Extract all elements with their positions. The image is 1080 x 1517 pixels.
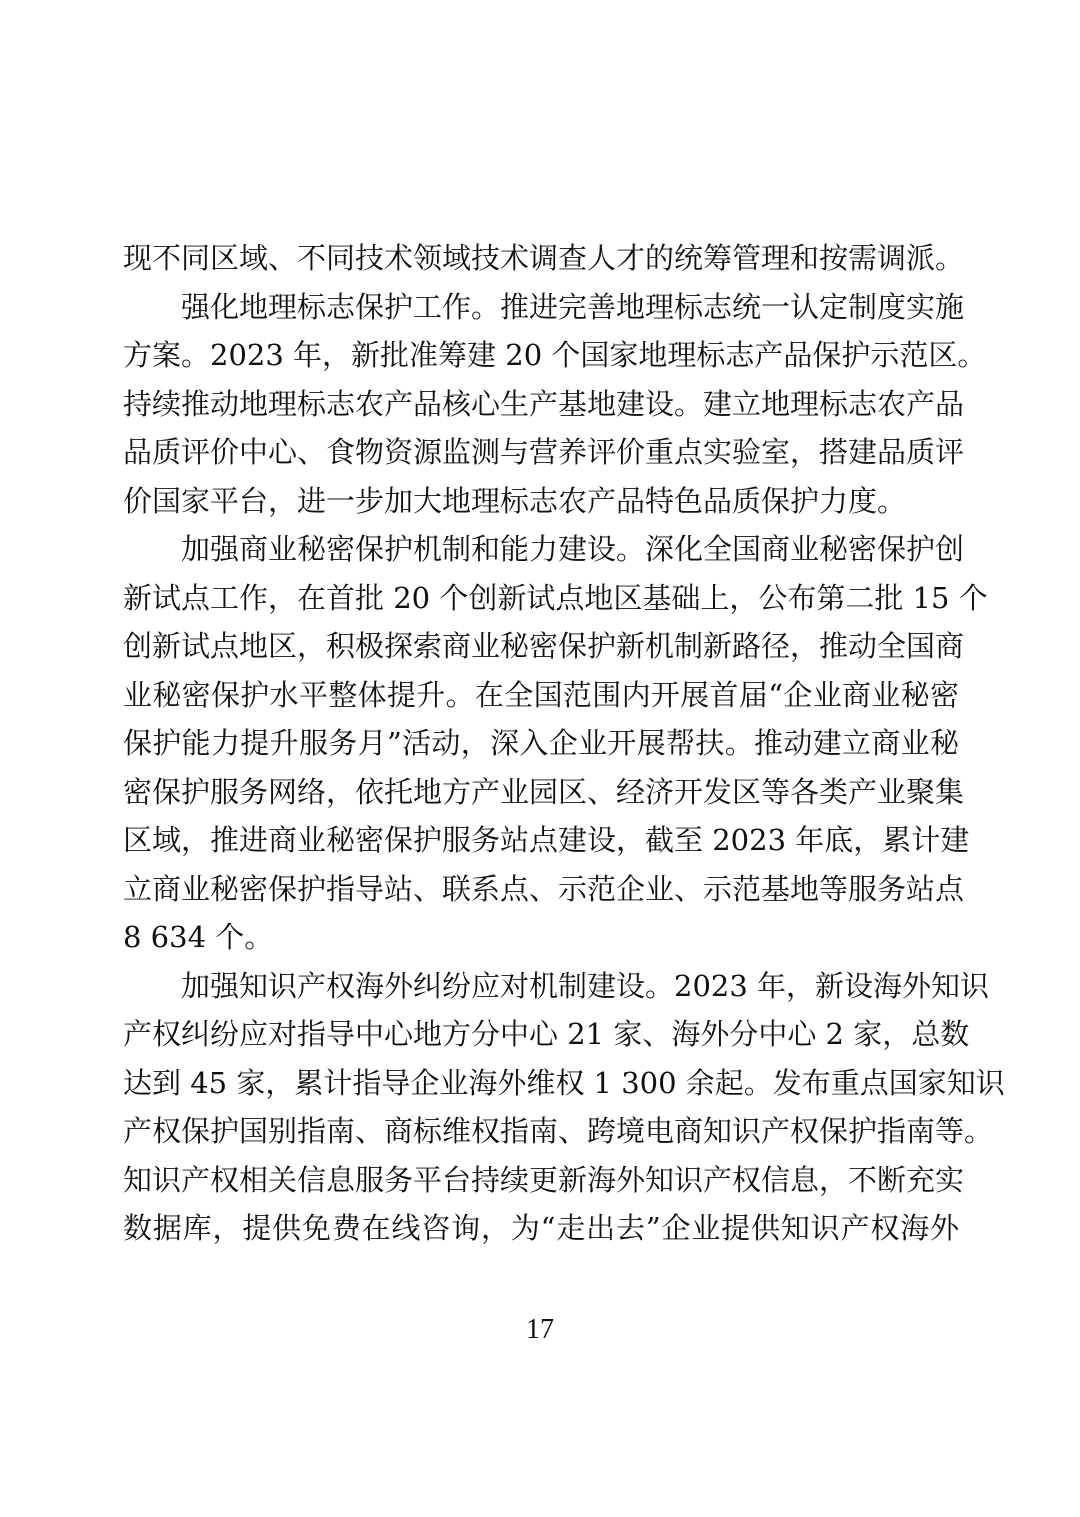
paragraph [123, 283, 987, 526]
text-line: 强化地理标志保护工作。推进完善地理标志统一认定制度实施 [181, 289, 965, 324]
text-line: 保护能力提升服务月”活动，深入企业开展帮扶。推动建立商业秘 [123, 726, 959, 760]
text-line: 新试点工作，在首批 20 个创新试点地区基础上，公布第二批 15 个 [123, 580, 988, 615]
body-text [123, 234, 1005, 1253]
paragraph [123, 962, 1005, 1253]
text-line: 业秘密保护水平整体提升。在全国范围内开展首届“企业商业秘密 [123, 677, 959, 712]
text-line: 数据库，提供免费在线咨询，为“走出去”企业提供知识产权海外 [123, 1211, 959, 1245]
text-line: 知识产权相关信息服务平台持续更新海外知识产权信息，不断充实 [123, 1162, 965, 1197]
text-line: 区域，推进商业秘密保护服务站点建设，截至 2023 年底，累计建 [123, 823, 970, 857]
text-line: 持续推动地理标志农产品核心生产基地建设。建立地理标志农产品 [123, 386, 965, 421]
text-line: 产权纠纷应对指导中心地方分中心 21 家、海外分中心 2 家，总数 [123, 1017, 970, 1051]
text-line: 密保护服务网络，依托地方产业园区、经济开发区等各类产业聚集 [123, 774, 965, 809]
text-line: 加强商业秘密保护机制和能力建设。深化全国商业秘密保护创 [181, 532, 965, 566]
text-line: 方案。2023 年，新批准筹建 20 个国家地理标志产品保护示范区。 [123, 338, 987, 372]
text-line: 达到 45 家，累计指导企业海外维权 1 300 余起。发布重点国家知识 [123, 1065, 1005, 1100]
text-line: 现不同区域、不同技术领域技术调查人才的统筹管理和按需调派。 [123, 241, 965, 275]
text-line: 创新试点地区，积极探索商业秘密保护新机制新路径，推动全国商 [123, 629, 965, 663]
text-line: 8 634 个。 [123, 920, 274, 954]
text-line: 价国家平台，进一步加大地理标志农产品特色品质保护力度。 [123, 483, 907, 518]
paragraph [123, 525, 988, 962]
text-line: 产权保护国别指南、商标维权指南、跨境电商知识产权保护指南等。 [123, 1114, 994, 1148]
text-line: 品质评价中心、食物资源监测与营养评价重点实验室，搭建品质评 [123, 435, 965, 469]
text-line: 加强知识产权海外纠纷应对机制建设。2023 年，新设海外知识 [181, 968, 990, 1003]
text-line: 立商业秘密保护指导站、联系点、示范企业、示范基地等服务站点 [123, 871, 965, 906]
page-number: 17 [526, 1314, 554, 1345]
paragraph [123, 234, 965, 283]
